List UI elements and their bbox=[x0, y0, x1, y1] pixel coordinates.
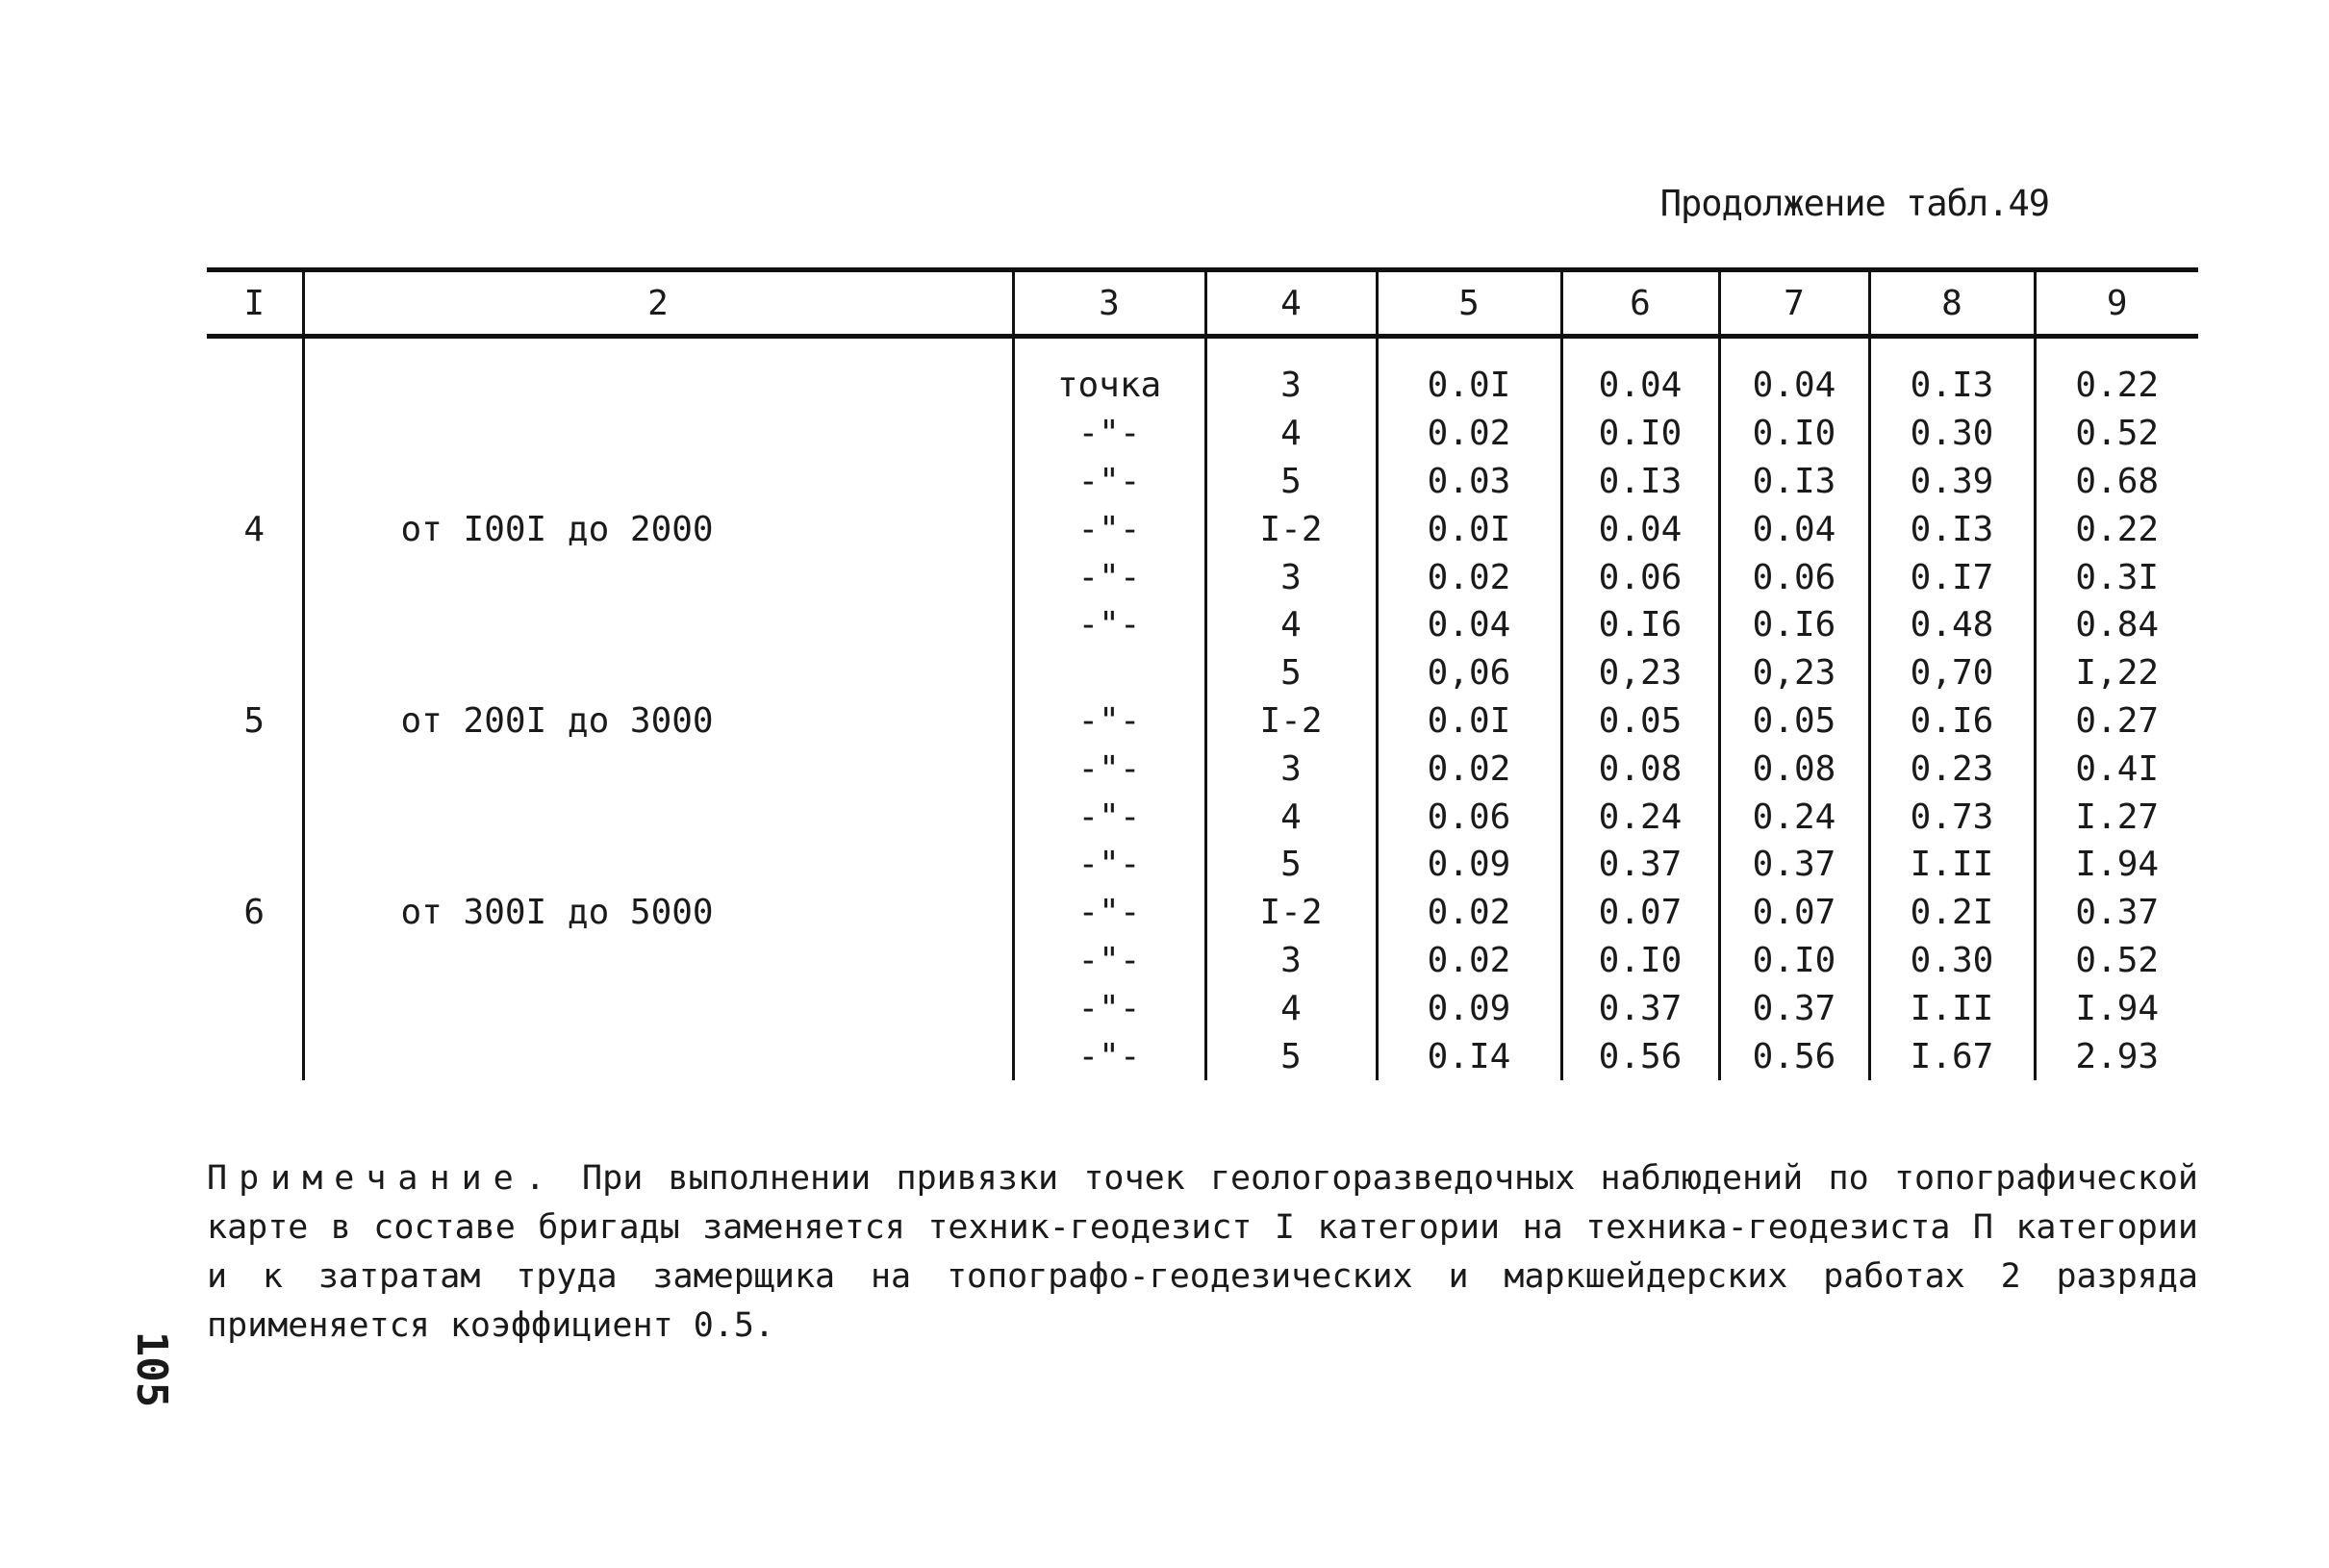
header-row bbox=[207, 270, 2198, 337]
page-number: 105 bbox=[127, 1330, 177, 1408]
table-row bbox=[207, 697, 2198, 746]
table-cell: 0.I0 bbox=[1561, 937, 1719, 985]
table-cell: I.27 bbox=[2035, 793, 2198, 841]
table-cell: от 300I до 5000 bbox=[303, 889, 1013, 937]
table-cell bbox=[207, 745, 303, 793]
header-cell: 5 bbox=[1377, 270, 1561, 337]
table-cell bbox=[303, 649, 1013, 697]
table-cell: 5 bbox=[243, 700, 266, 741]
table-cell: 0.02 bbox=[1377, 937, 1561, 985]
table-cell: 0.08 bbox=[1561, 745, 1719, 793]
header-cell: I bbox=[207, 270, 303, 337]
header-cell: 2 bbox=[303, 270, 1013, 337]
table-cell bbox=[303, 1032, 1013, 1080]
table-cell: 0.04 bbox=[1561, 505, 1719, 553]
table-cell: 0.I0 bbox=[1561, 410, 1719, 458]
table-cell: 4 bbox=[1205, 601, 1377, 649]
table-cell: 0.30 bbox=[1869, 937, 2035, 985]
table-row bbox=[207, 505, 2198, 553]
table-cell: 0.73 bbox=[1869, 793, 2035, 841]
table-cell: -"- bbox=[1013, 937, 1205, 985]
table-cell: 0.03 bbox=[1377, 458, 1561, 506]
table-cell: 0,23 bbox=[1719, 649, 1869, 697]
table-cell: 0,70 bbox=[1869, 649, 2035, 697]
table-cell: 5 bbox=[1205, 649, 1377, 697]
table-caption: Продолжение табл.49 bbox=[1659, 183, 2049, 224]
header-cell: 9 bbox=[2035, 270, 2198, 337]
table-cell: I,22 bbox=[2035, 649, 2198, 697]
table-cell: 0.68 bbox=[2035, 458, 2198, 506]
table-cell: 0.I7 bbox=[1869, 553, 2035, 601]
table-cell: 0.0I bbox=[1377, 697, 1561, 746]
table-cell: 0.I4 bbox=[1377, 1032, 1561, 1080]
table-row bbox=[207, 649, 2198, 697]
table-cell: 5 bbox=[1205, 458, 1377, 506]
table-body bbox=[207, 337, 2198, 1080]
table-cell: 0.02 bbox=[1377, 553, 1561, 601]
table-cell: 0.22 bbox=[2035, 505, 2198, 553]
table-cell bbox=[207, 410, 303, 458]
table-cell: 0,23 bbox=[1561, 649, 1719, 697]
table-cell: 4 bbox=[1205, 984, 1377, 1032]
table-cell: 0.09 bbox=[1377, 841, 1561, 889]
table-cell: 0.84 bbox=[2035, 601, 2198, 649]
table-cell: 0.0I bbox=[1377, 505, 1561, 553]
note-label: Примечание. bbox=[207, 1159, 557, 1198]
table-cell: 0.04 bbox=[1719, 505, 1869, 553]
table-row bbox=[207, 458, 2198, 506]
table-cell bbox=[303, 841, 1013, 889]
table-cell: 6 bbox=[243, 893, 266, 933]
table-row bbox=[207, 745, 2198, 793]
table-cell: 0.I0 bbox=[1719, 410, 1869, 458]
table-cell: -"- bbox=[1013, 601, 1205, 649]
table-cell: 3 bbox=[1205, 745, 1377, 793]
table-cell: 3 bbox=[1205, 937, 1377, 985]
table-cell: -"- bbox=[1013, 745, 1205, 793]
table-cell: 0.I0 bbox=[1719, 937, 1869, 985]
table-cell: 0.06 bbox=[1719, 553, 1869, 601]
table-cell: 0.37 bbox=[1561, 841, 1719, 889]
table-cell: 0.I6 bbox=[1869, 697, 2035, 746]
table-cell bbox=[303, 553, 1013, 601]
table-cell: 0.06 bbox=[1377, 793, 1561, 841]
table-cell: 0.04 bbox=[1561, 337, 1719, 410]
table-cell: 0.52 bbox=[2035, 937, 2198, 985]
table-cell: 0.2I bbox=[1869, 889, 2035, 937]
table-cell: -"- bbox=[1013, 984, 1205, 1032]
table-cell: точка bbox=[1013, 337, 1205, 410]
table-row bbox=[207, 1032, 2198, 1080]
header-cell: 6 bbox=[1561, 270, 1719, 337]
table-row bbox=[207, 553, 2198, 601]
header-cell: 7 bbox=[1719, 270, 1869, 337]
table-cell: -"- bbox=[1013, 458, 1205, 506]
table-cell: 0.I6 bbox=[1719, 601, 1869, 649]
table-cell: -"- bbox=[1013, 697, 1205, 746]
table-row bbox=[207, 937, 2198, 985]
table-cell bbox=[1013, 649, 1205, 697]
table-cell: 0.08 bbox=[1719, 745, 1869, 793]
table-cell: 3 bbox=[1205, 337, 1377, 410]
note-paragraph bbox=[207, 1154, 2198, 1351]
header-cell: 3 bbox=[1013, 270, 1205, 337]
table-row bbox=[207, 793, 2198, 841]
table-cell: I-2 bbox=[1205, 505, 1377, 553]
table-cell: -"- bbox=[1013, 841, 1205, 889]
table-cell bbox=[207, 937, 303, 985]
table-cell: 0.23 bbox=[1869, 745, 2035, 793]
table-cell bbox=[207, 984, 303, 1032]
table-cell: -"- bbox=[1013, 553, 1205, 601]
table-cell: 0.27 bbox=[2035, 697, 2198, 746]
table-cell: 0.37 bbox=[1719, 841, 1869, 889]
table-cell: 0.04 bbox=[1377, 601, 1561, 649]
table-cell: I.94 bbox=[2035, 984, 2198, 1032]
table-cell: 0.05 bbox=[1719, 697, 1869, 746]
table-cell: 0.I3 bbox=[1719, 458, 1869, 506]
table-cell: 0.09 bbox=[1377, 984, 1561, 1032]
table-cell: 0.I6 bbox=[1561, 601, 1719, 649]
table-cell: 0.05 bbox=[1561, 697, 1719, 746]
table-row bbox=[207, 601, 2198, 649]
table-cell: 0.02 bbox=[1377, 745, 1561, 793]
table-cell: 0.56 bbox=[1561, 1032, 1719, 1080]
table-cell: 0.22 bbox=[2035, 337, 2198, 410]
table-row bbox=[207, 889, 2198, 937]
table-cell bbox=[207, 793, 303, 841]
table-cell bbox=[207, 1032, 303, 1080]
table-cell: I.94 bbox=[2035, 841, 2198, 889]
table-cell: -"- bbox=[1013, 793, 1205, 841]
table-cell: 0.37 bbox=[1719, 984, 1869, 1032]
table-cell bbox=[207, 601, 303, 649]
table-row bbox=[207, 410, 2198, 458]
table-cell: 0.07 bbox=[1561, 889, 1719, 937]
table-cell: 5 bbox=[1205, 1032, 1377, 1080]
table-row bbox=[207, 337, 2198, 410]
table-cell: 0.39 bbox=[1869, 458, 2035, 506]
table-cell: от 200I до 3000 bbox=[303, 697, 1013, 746]
table-cell bbox=[303, 337, 1013, 410]
table-cell: -"- bbox=[1013, 410, 1205, 458]
table-cell: 0.37 bbox=[1561, 984, 1719, 1032]
table-cell bbox=[207, 337, 303, 410]
table-cell: 4 bbox=[1205, 793, 1377, 841]
header-cell: 4 bbox=[1205, 270, 1377, 337]
table-cell: 0.I3 bbox=[1869, 505, 2035, 553]
table-cell bbox=[207, 553, 303, 601]
table-cell bbox=[303, 793, 1013, 841]
table-cell: 0.02 bbox=[1377, 889, 1561, 937]
table-cell: 2.93 bbox=[2035, 1032, 2198, 1080]
table-cell: 0.I3 bbox=[1561, 458, 1719, 506]
table-cell: 0.56 bbox=[1719, 1032, 1869, 1080]
table-cell bbox=[303, 937, 1013, 985]
table-cell: -"- bbox=[1013, 1032, 1205, 1080]
table-cell: 0.0I bbox=[1377, 337, 1561, 410]
table-cell: I.67 bbox=[1869, 1032, 2035, 1080]
table-cell bbox=[303, 984, 1013, 1032]
table-cell: 5 bbox=[1205, 841, 1377, 889]
table-cell: 0.30 bbox=[1869, 410, 2035, 458]
table-cell: -"- bbox=[1013, 505, 1205, 553]
table-cell: 0.4I bbox=[2035, 745, 2198, 793]
table-cell: 0.24 bbox=[1719, 793, 1869, 841]
table-cell: -"- bbox=[1013, 889, 1205, 937]
table-cell: I.II bbox=[1869, 984, 2035, 1032]
table-row bbox=[207, 841, 2198, 889]
header-cell: 8 bbox=[1869, 270, 2035, 337]
table-cell: 0.52 bbox=[2035, 410, 2198, 458]
table-cell: 0.37 bbox=[2035, 889, 2198, 937]
table-cell bbox=[303, 458, 1013, 506]
table-cell: 0.07 bbox=[1719, 889, 1869, 937]
table-cell: 0,06 bbox=[1377, 649, 1561, 697]
table-cell: 0.48 bbox=[1869, 601, 2035, 649]
table-cell bbox=[207, 649, 303, 697]
table-cell bbox=[207, 458, 303, 506]
data-table bbox=[207, 267, 2198, 1080]
table-cell bbox=[303, 745, 1013, 793]
table-cell: 4 bbox=[243, 509, 266, 549]
table-cell bbox=[303, 601, 1013, 649]
table-cell: 3 bbox=[1205, 553, 1377, 601]
table-cell bbox=[207, 841, 303, 889]
table-cell: I-2 bbox=[1205, 889, 1377, 937]
table-cell: 0.24 bbox=[1561, 793, 1719, 841]
note-text: При выполнении привязки точек геологоразведочных наблюдений по топографической карте в составе бригады заменяется техник-геодезист I категории на техника-геодезиста П категории и к затратам труда замерщика на топографо-геодезических и маркшейдерских работах 2 разряда применяется коэффициент 0.5. bbox=[207, 1159, 2198, 1345]
table-cell: 4 bbox=[1205, 410, 1377, 458]
table-cell: 0.06 bbox=[1561, 553, 1719, 601]
table-cell bbox=[303, 410, 1013, 458]
table-cell: 0.02 bbox=[1377, 410, 1561, 458]
table-row bbox=[207, 984, 2198, 1032]
table-cell: I-2 bbox=[1205, 697, 1377, 746]
table-cell: 0.04 bbox=[1719, 337, 1869, 410]
table-cell: 0.I3 bbox=[1869, 337, 2035, 410]
table-cell: I.II bbox=[1869, 841, 2035, 889]
table-cell: от I00I до 2000 bbox=[303, 505, 1013, 553]
table-cell: 0.3I bbox=[2035, 553, 2198, 601]
